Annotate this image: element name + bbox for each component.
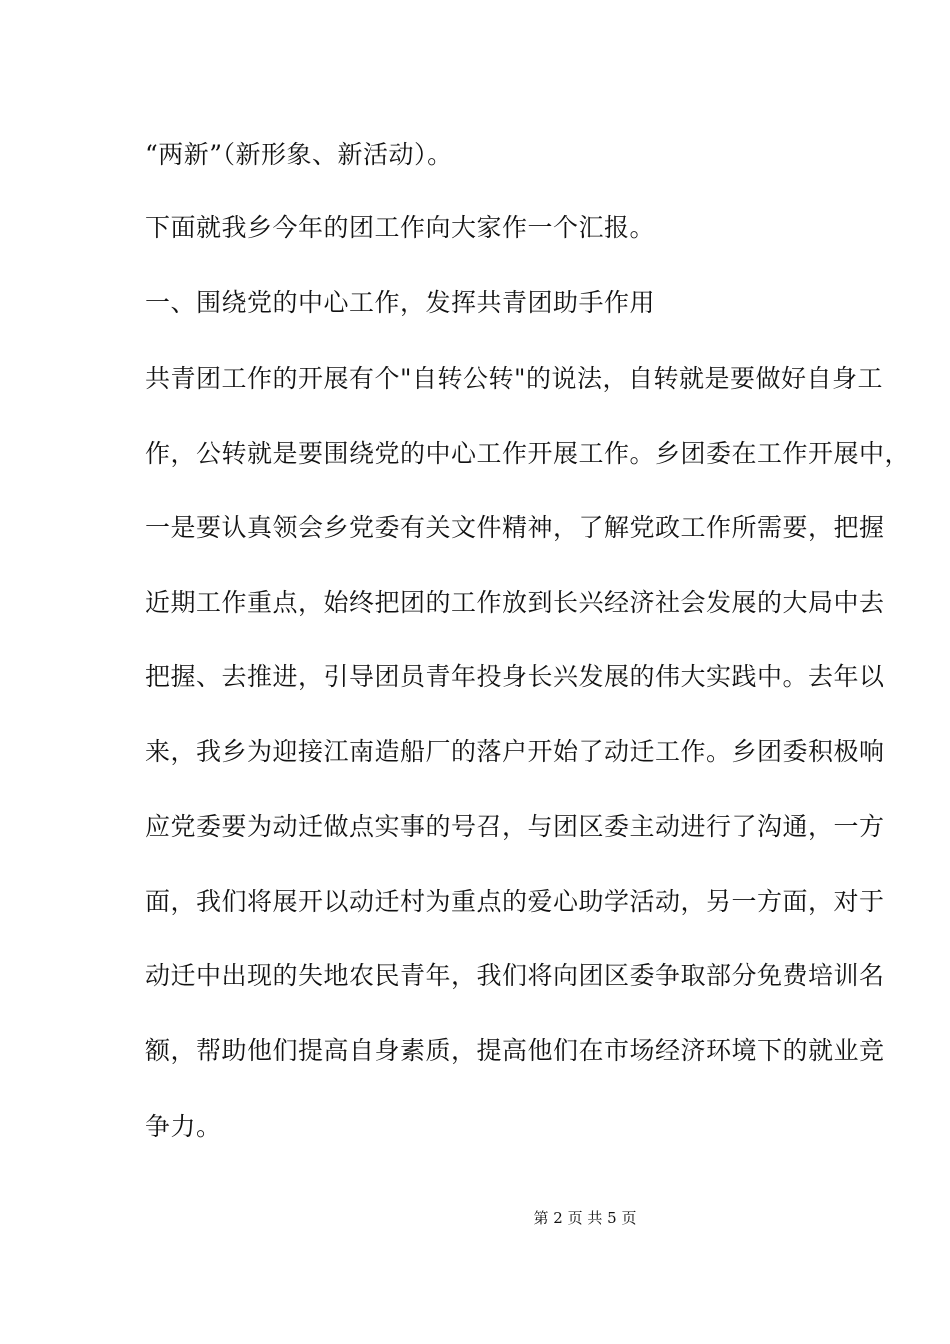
section-heading: 一、围绕党的中心工作，发挥共青团助手作用 [145,288,656,317]
paragraph-line-6: 一是要认真领会乡党委有关文件精神，了解党政工作所需要，把握 [145,513,885,542]
paragraph-line-10: 应党委要为动迁做点实事的号召，与团区委主动进行了沟通，一方 [145,812,885,841]
paragraph-line-5: 作，公转就是要围绕党的中心工作开展工作。乡团委在工作开展中， [145,439,911,468]
paragraph-line-7: 近期工作重点，始终把团的工作放到长兴经济社会发展的大局中去 [145,588,885,617]
page-number-footer: 第 2 页 共 5 页 [533,1209,637,1227]
paragraph-line-12: 动迁中出现的失地农民青年，我们将向团区委争取部分免费培训名 [145,961,885,990]
paragraph-line-9: 来，我乡为迎接江南造船厂的落户开始了动迁工作。乡团委积极响 [145,737,885,766]
paragraph-line-14: 争力。 [145,1112,222,1141]
paragraph-line-1: “两新”（新形象、新活动）。 [145,140,453,169]
paragraph-line-11: 面，我们将展开以动迁村为重点的爱心助学活动，另一方面，对于 [145,887,885,916]
paragraph-line-4: 共青团工作的开展有个"自转公转"的说法，自转就是要做好自身工 [145,364,884,393]
paragraph-line-8: 把握、去推进，引导团员青年投身长兴发展的伟大实践中。去年以 [145,662,885,691]
paragraph-line-13: 额，帮助他们提高自身素质，提高他们在市场经济环境下的就业竞 [145,1036,885,1065]
paragraph-line-2: 下面就我乡今年的团工作向大家作一个汇报。 [145,213,656,242]
